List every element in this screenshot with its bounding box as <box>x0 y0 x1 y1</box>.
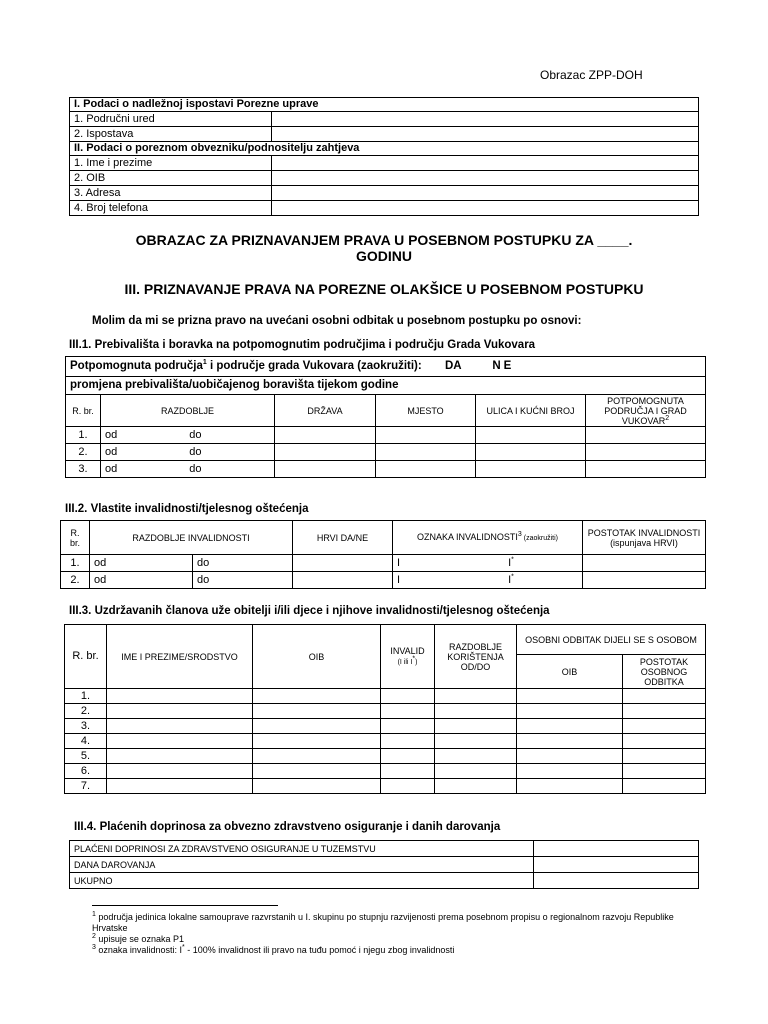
col-razdoblje-invalidnosti: RAZDOBLJE INVALIDNOSTI <box>90 521 293 555</box>
contrib-input[interactable] <box>534 841 699 857</box>
field-label: 2. Ispostava <box>70 127 272 142</box>
col-hrvi: HRVI DA/NE <box>293 521 393 555</box>
invalid-input[interactable] <box>381 689 435 704</box>
col-invalid <box>381 625 435 689</box>
col-invalid-note <box>397 655 418 666</box>
ulica-input[interactable] <box>476 444 586 461</box>
ime-input[interactable] <box>107 689 253 704</box>
potpomognuta-input[interactable] <box>586 444 706 461</box>
potpomognuta-label-rest: i područje grada Vukovara (zaokružiti): <box>206 360 422 372</box>
ime-input[interactable] <box>107 764 253 779</box>
ulica-input[interactable] <box>476 461 586 478</box>
razdoblje-cell[interactable] <box>101 427 275 444</box>
row-number: 4. <box>65 734 107 749</box>
invalid-note-close: ) <box>415 658 418 666</box>
col-rbr: R. br. <box>65 625 107 689</box>
oib2-input[interactable] <box>517 734 623 749</box>
s31-title: III.1. Prebivališta i boravka na potpomognutim područjima i području Grada Vukovara <box>69 339 536 351</box>
section2-header: II. Podaci o poreznom obvezniku/podnositelju zahtjeva <box>70 142 699 156</box>
potpomognuta-input[interactable] <box>586 461 706 478</box>
col-potpomognuta-label: POTPOMOGNUTA PODRUČJA I GRAD VUKOVAR <box>604 395 687 426</box>
postotak-input[interactable] <box>623 734 706 749</box>
col-rbr: R. br. <box>61 521 90 555</box>
col-oznaka <box>393 521 583 555</box>
drzava-input[interactable] <box>275 444 376 461</box>
footnote-ref: 2 <box>665 414 670 422</box>
ime-input[interactable] <box>107 779 253 794</box>
mjesto-input[interactable] <box>376 427 476 444</box>
razdoblje-input[interactable] <box>435 779 517 794</box>
mjesto-input[interactable] <box>376 444 476 461</box>
dependent-row <box>65 689 706 704</box>
telefon-input[interactable] <box>272 201 699 216</box>
darovanja-label: DANA DAROVANJA <box>70 857 534 873</box>
od-cell[interactable]: od <box>90 555 193 572</box>
star-mark: * <box>511 555 514 563</box>
field-label: 3. Adresa <box>70 186 272 201</box>
oib2-input[interactable] <box>517 779 623 794</box>
field-label: 4. Broj telefona <box>70 201 272 216</box>
ime-input[interactable] <box>107 719 253 734</box>
dependent-row <box>65 749 706 764</box>
oznaka-option-i-label: I <box>508 556 512 569</box>
potpomognuta-row <box>66 357 706 377</box>
footnote-ref: 3 <box>517 530 522 538</box>
postotak-input[interactable] <box>583 572 706 589</box>
s33-title: III.3. Uzdržavanih članova uže obitelji i/ili djece i njihove invalidnosti/tjelesnog oštećenja <box>69 605 550 617</box>
col-razdoblje-koristenja: RAZDOBLJE KORIŠTENJA OD/DO <box>435 625 517 689</box>
oznaka-option-istar[interactable] <box>508 557 514 569</box>
postotak-input[interactable] <box>623 764 706 779</box>
oznaka-option-istar[interactable] <box>508 574 514 586</box>
form-code: Obrazac ZPP-DOH <box>540 68 643 82</box>
oznaka-cell[interactable] <box>393 572 583 589</box>
field-label: 2. OIB <box>70 171 272 186</box>
ime-input[interactable] <box>107 704 253 719</box>
oib-input[interactable] <box>253 734 381 749</box>
potpomognuta-input[interactable] <box>586 427 706 444</box>
potpomognuta-label: Potpomognuta područja <box>70 360 203 372</box>
invalid-input[interactable] <box>381 734 435 749</box>
oib-input[interactable] <box>253 779 381 794</box>
invalid-input[interactable] <box>381 749 435 764</box>
row-number: 2. <box>61 572 90 589</box>
footnote-number: 3 <box>92 944 96 951</box>
col-postotak-label: POSTOTAK INVALIDNOSTI <box>587 527 701 538</box>
col-ime: IME I PREZIME/SRODSTVO <box>107 625 253 689</box>
oib2-input[interactable] <box>517 689 623 704</box>
ukupno-label: UKUPNO <box>70 873 534 889</box>
darovanja-input[interactable] <box>534 857 699 873</box>
footnote-divider <box>92 905 278 906</box>
row-number: 3. <box>66 461 101 478</box>
section1-header: I. Podaci o nadležnoj ispostavi Porezne uprave <box>70 98 699 112</box>
col-postotak <box>583 521 706 555</box>
podrucni-ured-input[interactable] <box>272 112 699 127</box>
oib-input[interactable] <box>253 764 381 779</box>
form-title-line2: GODINU <box>356 248 412 264</box>
request-text: Molim da mi se prizna pravo na uvećani osobni odbitak u posebnom postupku po osnovi: <box>92 315 582 327</box>
contributions-table <box>69 840 699 889</box>
footnote-text: oznaka invalidnosti: I <box>95 945 182 955</box>
contrib-label: PLAĆENI DOPRINOSI ZA ZDRAVSTVENO OSIGURANJE U TUZEMSTVU <box>70 841 534 857</box>
ime-input[interactable] <box>107 734 253 749</box>
oznaka-option-i[interactable]: I <box>397 573 401 586</box>
form-title-line1: OBRAZAC ZA PRIZNAVANJEM PRAVA U POSEBNOM POSTUPKU ZA ____. <box>135 232 633 248</box>
oib2-input[interactable] <box>517 719 623 734</box>
postotak-input[interactable] <box>623 719 706 734</box>
dependent-row <box>65 719 706 734</box>
s34-title: III.4. Plaćenih doprinosa za obvezno zdravstveno osiguranje i danih darovanja <box>74 821 501 833</box>
footnote-number: 2 <box>92 933 96 940</box>
footnote-text-rest: - 100% invalidnost ili pravo na tuđu pomoć i njegu zbog invalidnosti <box>184 945 455 955</box>
razdoblje-input[interactable] <box>435 734 517 749</box>
col-oib2: OIB <box>517 655 623 689</box>
do-label: do <box>189 428 202 441</box>
row-number: 1. <box>65 689 107 704</box>
oib-input[interactable] <box>272 171 699 186</box>
footnote-text: upisuje se oznaka P1 <box>95 934 184 944</box>
invalid-input[interactable] <box>381 779 435 794</box>
col-oznaka-label: OZNAKA INVALIDNOSTI <box>417 531 518 542</box>
col-postotak-odbitka: POSTOTAK OSOBNOG ODBITKA <box>623 655 706 689</box>
razdoblje-input[interactable] <box>435 749 517 764</box>
row-number: 6. <box>65 764 107 779</box>
oznaka-option-i-label: I <box>508 573 512 586</box>
postotak-input[interactable] <box>623 689 706 704</box>
dependent-row <box>65 764 706 779</box>
section3-title: III. PRIZNAVANJE PRAVA NA POREZNE OLAKŠICE U POSEBNOM POSTUPKU <box>124 281 644 297</box>
oib-input[interactable] <box>253 749 381 764</box>
star-mark: * <box>511 572 514 580</box>
dependents-rows <box>65 689 706 794</box>
ime-input[interactable] <box>107 749 253 764</box>
oib-input[interactable] <box>253 719 381 734</box>
col-osobni-odbitak: OSOBNI ODBITAK DIJELI SE S OSOBOM <box>517 625 706 655</box>
col-postotak-note: (ispunjava HRVI) <box>610 537 678 548</box>
col-potpomognuta <box>586 395 706 427</box>
residence-table <box>65 356 706 478</box>
od-label: od <box>105 462 118 475</box>
dependent-row <box>65 704 706 719</box>
footnote-1 <box>92 912 692 934</box>
ukupno-input[interactable] <box>534 873 699 889</box>
footnote-number: 1 <box>92 911 96 918</box>
col-ulica: ULICA I KUĆNI BROJ <box>476 395 586 427</box>
hrvi-input[interactable] <box>293 572 393 589</box>
do-cell[interactable]: do <box>193 572 293 589</box>
field-label: 1. Ime i prezime <box>70 156 272 171</box>
col-oznaka-note: (zaokružiti) <box>521 534 558 542</box>
adresa-input[interactable] <box>272 186 699 201</box>
razdoblje-input[interactable] <box>435 719 517 734</box>
do-cell[interactable]: do <box>193 555 293 572</box>
postotak-input[interactable] <box>623 704 706 719</box>
mjesto-input[interactable] <box>376 461 476 478</box>
od-label: od <box>105 428 118 441</box>
col-oib: OIB <box>253 625 381 689</box>
postotak-input[interactable] <box>583 555 706 572</box>
ime-prezime-input[interactable] <box>272 156 699 171</box>
col-drzava: DRŽAVA <box>275 395 376 427</box>
razdoblje-input[interactable] <box>435 764 517 779</box>
row-number: 2. <box>66 444 101 461</box>
col-razdoblje: RAZDOBLJE <box>101 395 275 427</box>
invalid-note-text: (I ili I <box>397 658 413 666</box>
footnote-ref: 1 <box>202 359 207 367</box>
postotak-input[interactable] <box>623 749 706 764</box>
oznaka-option-i[interactable]: I <box>397 556 401 569</box>
oib2-input[interactable] <box>517 749 623 764</box>
invalid-input[interactable] <box>381 764 435 779</box>
invalid-input[interactable] <box>381 704 435 719</box>
hrvi-input[interactable] <box>293 555 393 572</box>
oznaka-cell[interactable] <box>393 555 583 572</box>
row-number: 1. <box>61 555 90 572</box>
do-label: do <box>189 462 202 475</box>
invalid-input[interactable] <box>381 719 435 734</box>
do-label: do <box>189 445 202 458</box>
oib2-input[interactable] <box>517 764 623 779</box>
od-cell[interactable]: od <box>90 572 193 589</box>
ne-option[interactable]: NE <box>492 360 515 372</box>
row-number: 1. <box>66 427 101 444</box>
col-rbr: R. br. <box>66 395 101 427</box>
razdoblje-input[interactable] <box>435 704 517 719</box>
col-invalid-label: INVALID <box>390 645 425 656</box>
row-number: 3. <box>65 719 107 734</box>
ulica-input[interactable] <box>476 427 586 444</box>
taxpayer-info-table <box>69 97 699 216</box>
postotak-input[interactable] <box>623 779 706 794</box>
star-mark: * <box>412 655 416 663</box>
row-number: 2. <box>65 704 107 719</box>
row-number: 7. <box>65 779 107 794</box>
footnotes <box>92 912 692 956</box>
dependent-row <box>65 734 706 749</box>
footnote-text: područja jedinica lokalne samouprave razvrstanih u I. skupinu po stupnju razvijenosti prema posebnom propisu o regionalnom razvoju Republike Hrvatske <box>92 912 674 933</box>
promjena-row: promjena prebivališta/uobičajenog boravišta tijekom godine <box>66 377 706 395</box>
ispostava-input[interactable] <box>272 127 699 142</box>
s32-title: III.2. Vlastite invalidnosti/tjelesnog oštećenja <box>65 503 309 515</box>
da-option[interactable]: DA <box>444 360 462 372</box>
oib-input[interactable] <box>253 689 381 704</box>
disability-table <box>60 520 706 589</box>
star-mark: * <box>181 944 185 951</box>
dependents-table <box>64 624 706 794</box>
col-mjesto: MJESTO <box>376 395 476 427</box>
footnote-3 <box>92 945 692 956</box>
razdoblje-cell[interactable] <box>101 444 275 461</box>
field-label: 1. Područni ured <box>70 112 272 127</box>
oib-input[interactable] <box>253 704 381 719</box>
od-label: od <box>105 445 118 458</box>
razdoblje-input[interactable] <box>435 689 517 704</box>
dependent-row <box>65 779 706 794</box>
razdoblje-cell[interactable] <box>101 461 275 478</box>
oib2-input[interactable] <box>517 704 623 719</box>
drzava-input[interactable] <box>275 427 376 444</box>
row-number: 5. <box>65 749 107 764</box>
drzava-input[interactable] <box>275 461 376 478</box>
